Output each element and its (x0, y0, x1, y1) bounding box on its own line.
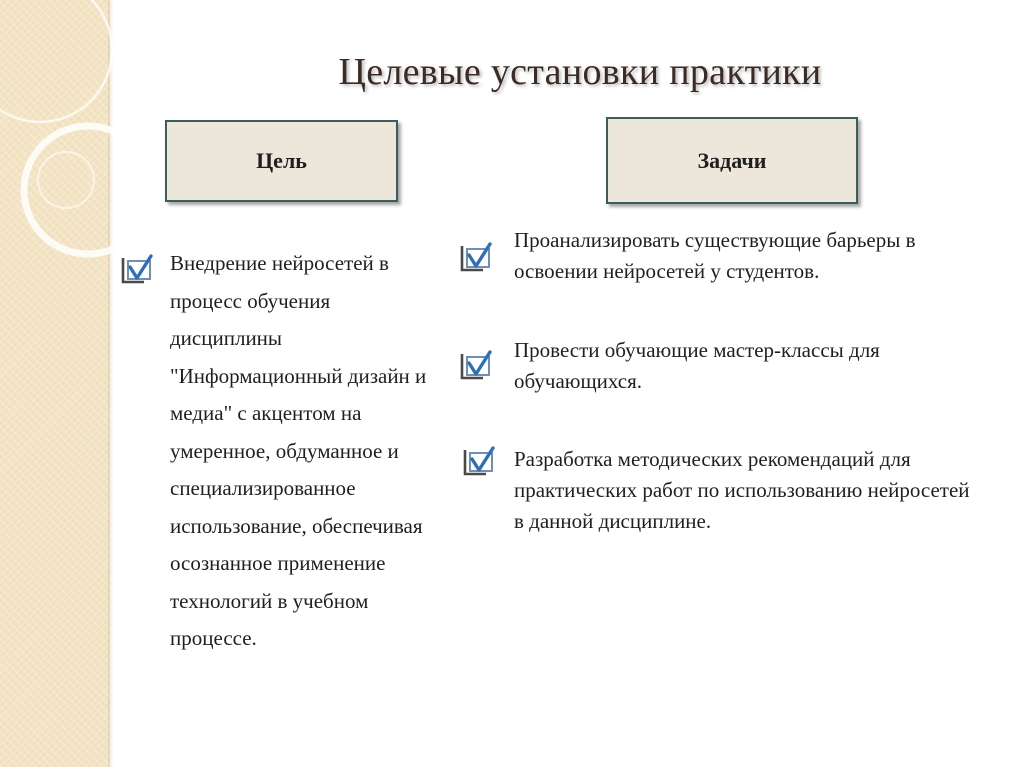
task-item: Проанализировать существующие барьеры в освоении нейросетей у студентов. (514, 228, 916, 283)
decorative-circles (0, 0, 114, 767)
decor-circle-medium (24, 126, 114, 254)
checkbox-check-icon (120, 252, 154, 286)
tasks-header-box (606, 117, 858, 204)
decor-circle-small (38, 152, 94, 208)
page-title: Целевые установки практики (338, 51, 822, 93)
goal-header-box (165, 120, 398, 202)
task-item: Провести обучающие мастер-классы для обучающихся. (514, 338, 880, 393)
task-item: Разработка методических рекомендаций для практических работ по использованию нейросетей в данной дисциплине. (514, 447, 970, 533)
goal-text: Внедрение нейросетей в процесс обучения дисциплины "Информационный дизайн и медиа" с акцентом на умеренное, обдуманное и специализированное использование, обеспечивая осознанное применение технологий в учебном процессе. (170, 251, 427, 650)
checkbox-check-icon (459, 348, 493, 382)
goal-header-label: Цель (256, 148, 307, 173)
checkbox-check-icon (459, 240, 493, 274)
checkbox-check-icon (462, 444, 496, 478)
tasks-header-label: Задачи (697, 147, 767, 173)
decor-circle-large (0, 0, 112, 122)
